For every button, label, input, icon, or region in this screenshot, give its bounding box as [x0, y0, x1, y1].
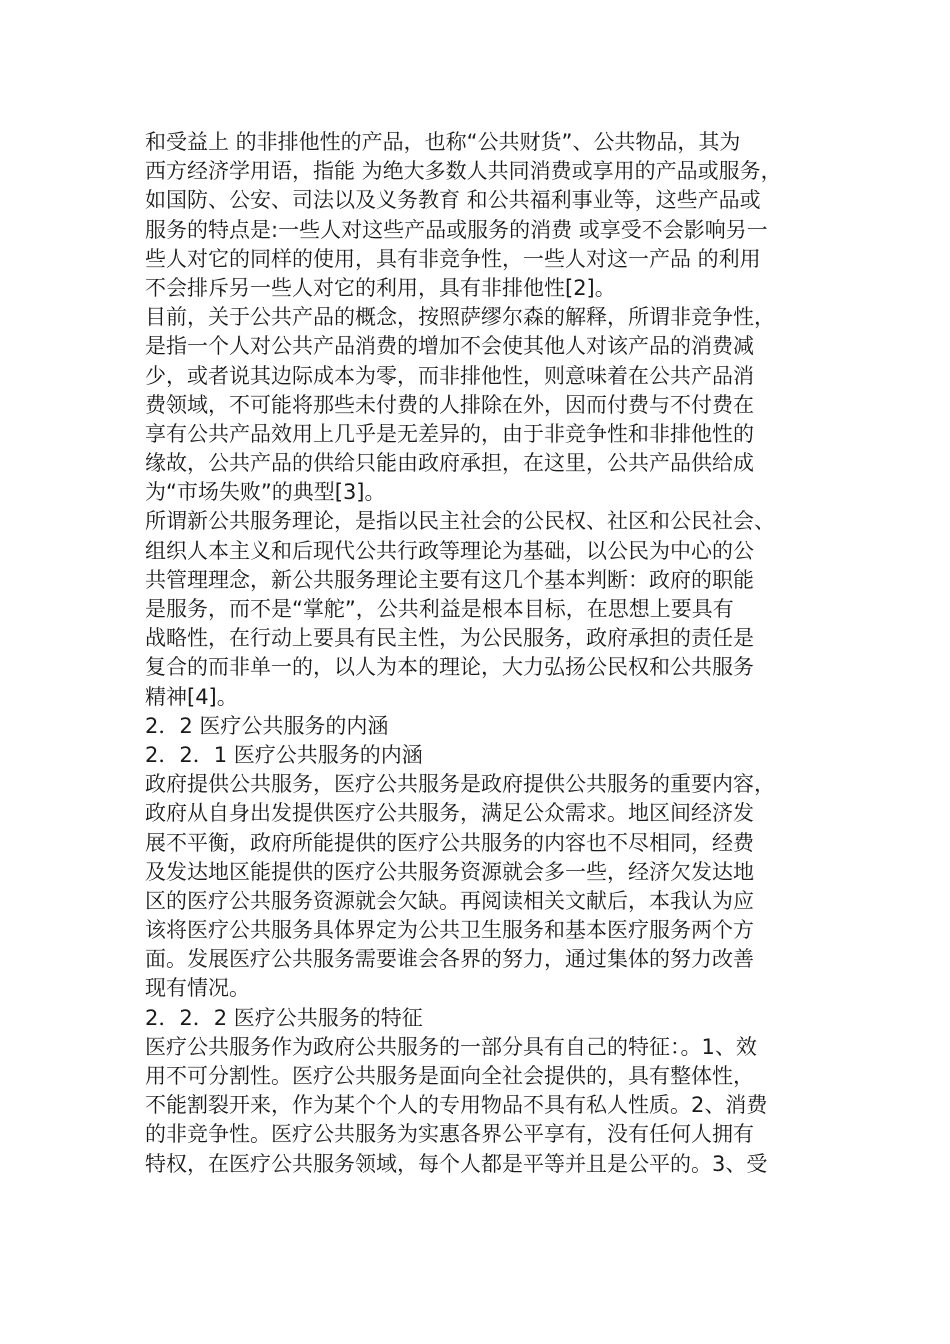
- text-line: 和受益上 的非排他性的产品，也称“公共财货”、公共物品，其为: [145, 130, 741, 154]
- text-line: 是指一个人对公共产品消费的增加不会使其他人对该产品的消费减: [145, 334, 754, 359]
- text-line: 2．2．1 医疗公共服务的内涵: [145, 742, 423, 767]
- text-line: 现有情况。: [145, 976, 250, 1001]
- text-line: 是服务，而不是“掌舵”，公共利益是根本目标，在思想上要具有: [145, 597, 734, 621]
- text-line: 医疗公共服务作为政府公共服务的一部分具有自己的特征：。1、效: [145, 1034, 757, 1059]
- text-line: 2．2．2 医疗公共服务的特征: [145, 1005, 423, 1030]
- document-body: [145, 128, 815, 1179]
- text-line: 不会排斥另一些人对它的利用，具有非排他性[2]。: [145, 275, 616, 300]
- text-line: 复合的而非单一的，以人为本的理论，大力弘扬公民权和公共服务: [145, 655, 754, 680]
- text-line: 缘故，公共产品的供给只能由政府承担，在这里，公共产品供给成: [145, 451, 754, 476]
- text-line: 如国防、公安、司法以及义务教育 和公共福利事业等，这些产品或: [145, 188, 761, 213]
- text-line: 共管理理念，新公共服务理论主要有这几个基本判断：政府的职能: [145, 567, 754, 592]
- text-line: 展不平衡，政府所能提供的医疗公共服务的内容也不尽相同，经费: [145, 830, 754, 855]
- text-line: 不能割裂开来，作为某个个人的专用物品不具有私人性质。2、消费: [145, 1093, 768, 1118]
- text-line: 所谓新公共服务理论，是指以民主社会的公民权、社区和公民社会、: [145, 509, 775, 534]
- text-line: 用不可分割性。医疗公共服务是面向全社会提供的，具有整体性，: [145, 1064, 754, 1088]
- text-line: 西方经济学用语，指能 为绝大多数人共同消费或享用的产品或服务，: [145, 159, 782, 184]
- text-line: 该将医疗公共服务具体界定为公共卫生服务和基本医疗服务两个方: [145, 918, 754, 943]
- text-line: 特权，在医疗公共服务领域，每个人都是平等并且是公平的。3、受: [145, 1151, 768, 1176]
- text-line: 费领域，不可能将那些未付费的人排除在外，因而付费与不付费在: [145, 392, 754, 417]
- text-line: 享有公共产品效用上几乎是无差异的，由于非竞争性和非排他性的: [145, 421, 754, 446]
- text-line: 精神[4]。: [145, 684, 238, 709]
- text-line: 及发达地区能提供的医疗公共服务资源就会多一些，经济欠发达地: [145, 859, 754, 884]
- text-line: 组织人本主义和后现代公共行政等理论为基础，以公民为中心的公: [145, 538, 754, 563]
- text-line: 政府从自身出发提供医疗公共服务，满足公众需求。地区间经济发: [145, 801, 754, 826]
- text-line: 的非竞争性。医疗公共服务为实惠各界公平享有，没有任何人拥有: [145, 1122, 754, 1147]
- text-line: 少，或者说其边际成本为零，而非排他性，则意味着在公共产品消: [145, 363, 754, 388]
- text-line: 服务的特点是:一些人对这些产品或服务的消费 或享受不会影响另一: [145, 217, 768, 242]
- text-line: 区的医疗公共服务资源就会欠缺。再阅读相关文献后，本我认为应: [145, 888, 754, 913]
- text-line: 2．2 医疗公共服务的内涵: [145, 713, 389, 738]
- text-line: 政府提供公共服务，医疗公共服务是政府提供公共服务的重要内容，: [145, 772, 775, 797]
- text-line: 面。发展医疗公共服务需要谁会各界的努力，通过集体的努力改善: [145, 947, 754, 972]
- text-line: 战略性，在行动上要具有民主性，为公民服务，政府承担的责任是: [145, 626, 754, 651]
- text-line: 目前，关于公共产品的概念，按照萨缪尔森的解释，所谓非竞争性，: [145, 305, 775, 330]
- text-line: 些人对它的同样的使用，具有非竞争性，一些人对这一产品 的利用: [145, 246, 761, 271]
- text-line: 为“市场失败”的典型[3]。: [145, 480, 386, 505]
